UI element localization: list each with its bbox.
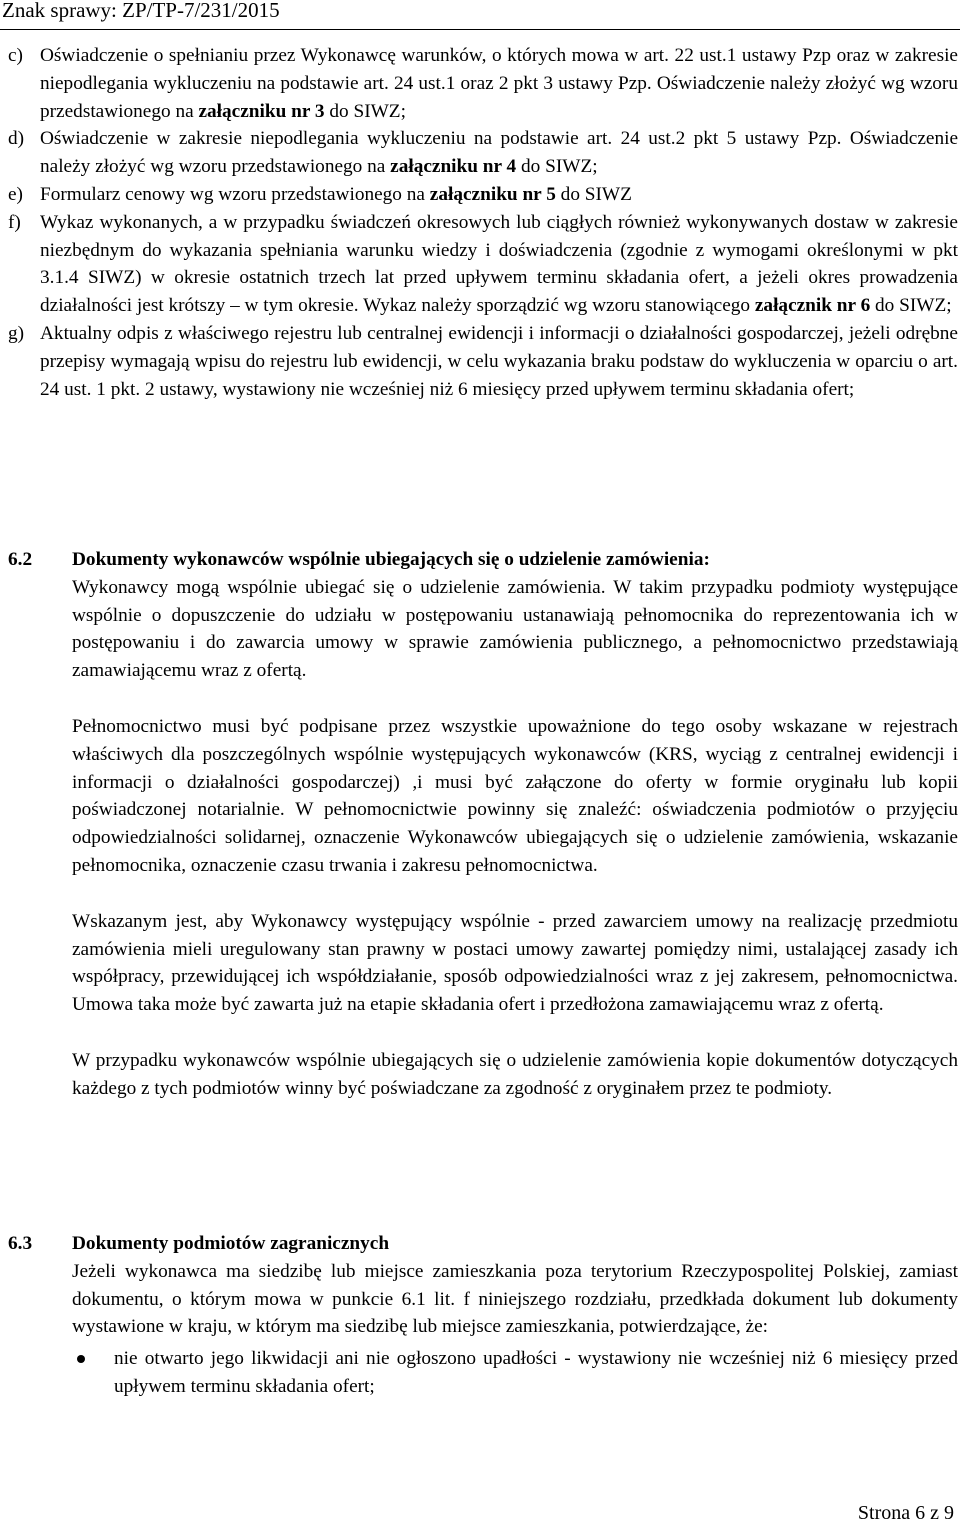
list-item (8, 320, 958, 403)
list-item (8, 125, 958, 181)
item-text-part: Wykaz wykonanych, a w przypadku świadczeń okresowych lub ciągłych również wykonywanych dostaw w zakresie niezbędnym do wykazania spełniania warunku wiedzy i doświadczenia (zgodnie z wymogami określonymi w pkt 3.1.4 SIWZ) w okresie ostatnich trzech lat przed upływem terminu składania ofert, a jeżeli okres prowadzenia działalności jest krótszy – w tym okresie. Wykaz należy sporządzić wg wzoru stanowiącego (40, 211, 958, 317)
item-text-part: do SIWZ; (870, 295, 952, 317)
list-item (8, 42, 958, 125)
section-6-2 (8, 546, 958, 1103)
paragraph: W przypadku wykonawców wspólnie ubiegających się o udzielenie zamówienia kopie dokumentów dotyczących każdego z tych podmiotów winny być poświadczane za zgodność z oryginałem przez te podmioty. (72, 1049, 958, 1099)
item-text (40, 209, 958, 320)
section-title: Dokumenty podmiotów zagranicznych (72, 1233, 390, 1254)
item-text (40, 42, 958, 125)
section-6-3 (8, 1230, 958, 1401)
attachment-reference: załączniku nr 3 (198, 100, 325, 122)
item-text-part: Aktualny odpis z właściwego rejestru lub centralnej ewidencji i informacji o działalności gospodarczej, jeżeli odrębne przepisy wymagają wpisu do rejestru lub ewidencji, w celu wykazania braku podstaw do wykluczenia w oparciu o art. 24 ust. 1 pkt. 2 ustawy, wystawiony nie wcześniej niż 6 miesięcy przed upływem terminu składania ofert; (40, 322, 958, 400)
item-text-part: Formularz cenowy wg wzoru przedstawionego na (40, 183, 430, 205)
item-label: d) (8, 128, 25, 150)
paragraph: Wskazanym jest, aby Wykonawcy występujący wspólnie - przed zawarciem umowy na realizację przedmiotu zamówienia mieli uregulowany stan prawny w postaci umowy zawartej pomiędzy nimi, ustalającej zasady ich współpracy, przewidującej ich współdziałanie, sposób odpowiedzialności wraz z jej zakresem, pełnomocnictwa. Umowa taka może być zawarta już na etapie składania ofert i przedłożona zamawiającemu wraz z ofertą. (72, 910, 958, 1016)
paragraph: Wykonawcy mogą wspólnie ubiegać się o udzielenie zamówienia. W takim przypadku podmioty występujące wspólnie o dopuszczenie do udziału w postępowaniu ustanawiają pełnomocnika do reprezentowania ich w postępowaniu i do zawarcia umowy w sprawie zamówienia publicznego, a pełnomocnictwo przedstawiają zamawiającemu wraz z ofertą. (72, 576, 958, 682)
item-text-part: do SIWZ; (324, 100, 406, 122)
item-label: g) (8, 322, 25, 344)
item-label: c) (8, 45, 23, 66)
section-title: Dokumenty wykonawców wspólnie ubiegających się o udzielenie zamówienia: (72, 549, 710, 570)
case-number: Znak sprawy: ZP/TP-7/231/2015 (2, 0, 280, 22)
list-item (8, 181, 958, 209)
item-text-part: do SIWZ (555, 183, 632, 205)
document-items-list (8, 42, 958, 403)
item-label: e) (8, 183, 23, 205)
page-header (0, 0, 960, 30)
list-item (8, 209, 958, 320)
attachment-reference: załączniku nr 5 (429, 183, 556, 205)
paragraph: Jeżeli wykonawca ma siedzibę lub miejsce zamieszkania poza terytorium Rzeczypospolitej Polskiej, zamiast dokumentu, o którym mowa w punkcie 6.1 lit. f niniejszego rozdziału, przedkłada dokument lub dokumenty wystawione w kraju, w którym ma siedzibę lub miejsce zamieszkania, potwierdzające, że: (72, 1260, 958, 1338)
bullet-text: nie otwarto jego likwidacji ani nie ogłoszono upadłości - wystawiony nie wcześniej niż 6 miesięcy przed upływem terminu składania ofert; (114, 1348, 958, 1397)
item-text (40, 320, 958, 403)
bullet-icon (72, 1345, 114, 1401)
bullet-item (72, 1345, 958, 1401)
section-heading (8, 546, 958, 574)
section-heading (8, 1230, 958, 1258)
attachment-reference: załączniku nr 4 (390, 156, 517, 178)
item-text (40, 125, 958, 181)
item-text-part: Oświadczenie o spełnianiu przez Wykonawcę warunków, o których mowa w art. 22 ust.1 ustawy Pzp oraz w zakresie niepodlegania wykluczeniu na podstawie art. 24 ust.1 oraz 2 pkt 3 ustawy Pzp. Oświadczenie należy złożyć wg wzoru przedstawionego na (40, 45, 958, 122)
section-number: 6.2 (8, 549, 33, 570)
attachment-reference: załącznik nr 6 (754, 295, 871, 317)
item-text (40, 181, 958, 209)
item-label: f) (8, 211, 21, 233)
page-number: Strona 6 z 9 (857, 1502, 954, 1524)
paragraph: Pełnomocnictwo musi być podpisane przez wszystkie upoważnione do tego osoby wskazane w rejestrach właściwych dla poszczególnych wspólnie występujących wykonawców (KRS, wyciąg z centralnej ewidencji i informacji o działalności gospodarczej) ,i musi być załączone do oferty w formie oryginału lub kopii poświadczonej notarialnie. W pełnomocnictwie powinny się znaleźć: oświadczenia podmiotów o przyjęciu odpowiedzialności solidarnej, oznaczenie Wykonawców ubiegających się o udzielenie zamówienia, wskazanie pełnomocnika, oznaczenie czasu trwania i zakresu pełnomocnictwa. (72, 715, 958, 876)
section-number: 6.3 (8, 1233, 33, 1254)
item-text-part: do SIWZ; (516, 156, 598, 178)
item-text-part: Oświadczenie w zakresie niepodlegania wykluczeniu na podstawie art. 24 ust.2 pkt 5 ustawy Pzp. Oświadczenie należy złożyć wg wzoru przedstawionego na (40, 128, 958, 178)
